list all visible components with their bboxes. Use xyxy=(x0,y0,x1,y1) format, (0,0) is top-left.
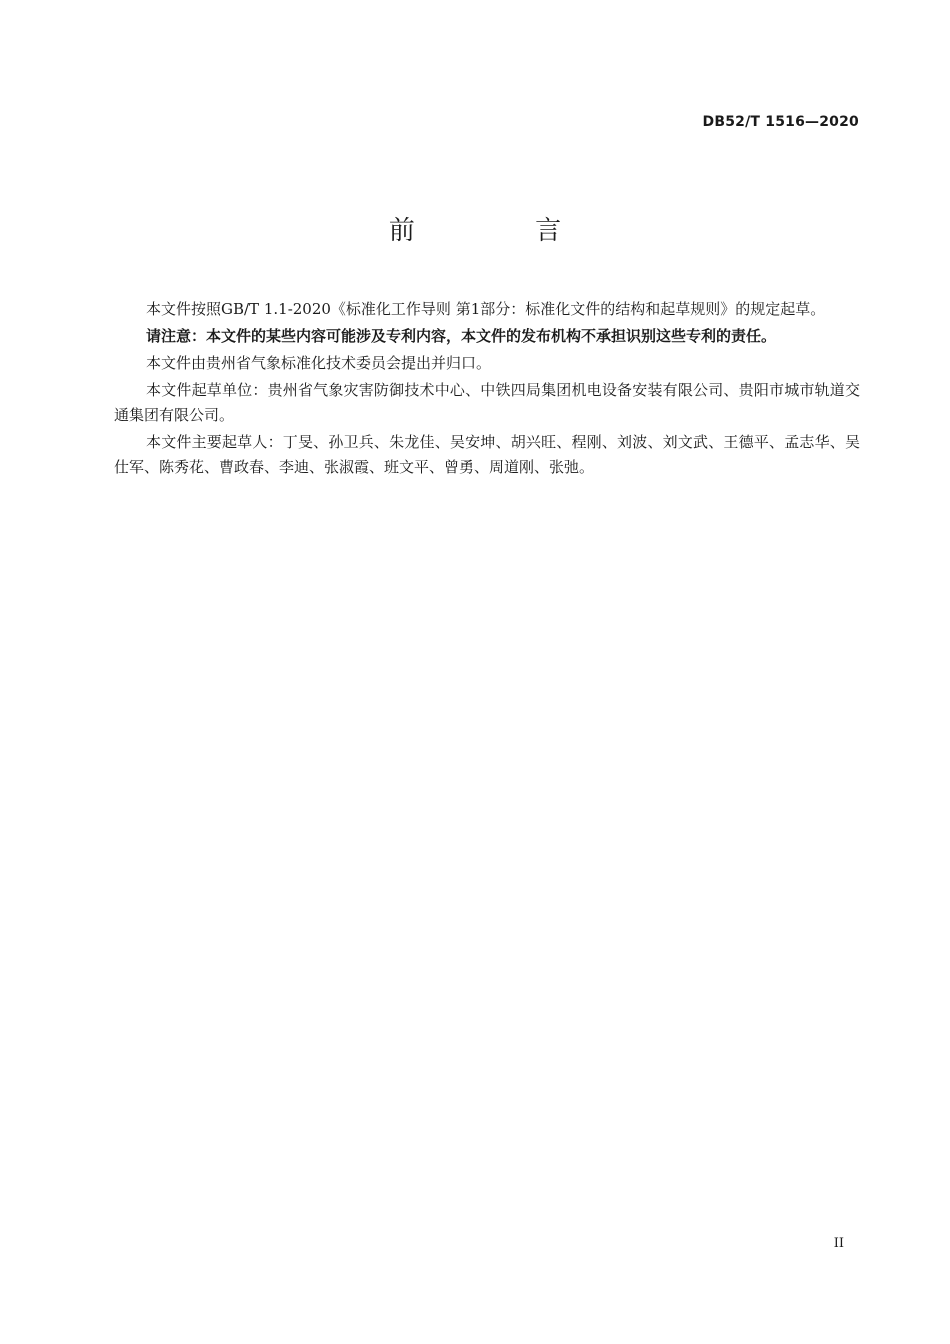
foreword-body xyxy=(114,297,860,482)
page-title: 前 言 xyxy=(388,216,618,246)
paragraph-drafters: 本文件主要起草人：丁旻、孙卫兵、朱龙佳、吴安坤、胡兴旺、程刚、刘波、刘文武、王德平、孟志华、吴仕军、陈秀花、曹政春、李迪、张淑霞、班文平、曾勇、周道刚、张弛。 xyxy=(114,433,860,476)
paragraph-drafting-units: 本文件起草单位：贵州省气象灾害防御技术中心、中铁四局集团机电设备安装有限公司、贵阳市城市轨道交通集团有限公司。 xyxy=(114,381,860,424)
paragraph-drafting-rules: 本文件按照GB/T 1.1-2020《标准化工作导则 第1部分：标准化文件的结构和起草规则》的规定起草。 xyxy=(146,300,826,318)
paragraph-patent-notice: 请注意：本文件的某些内容可能涉及专利内容，本文件的发布机构不承担识别这些专利的责任。 xyxy=(146,327,777,345)
paragraph-proposer: 本文件由贵州省气象标准化技术委员会提出并归口。 xyxy=(146,354,492,372)
page-number: II xyxy=(833,1236,844,1251)
document-code: DB52/T 1516—2020 xyxy=(702,114,859,130)
